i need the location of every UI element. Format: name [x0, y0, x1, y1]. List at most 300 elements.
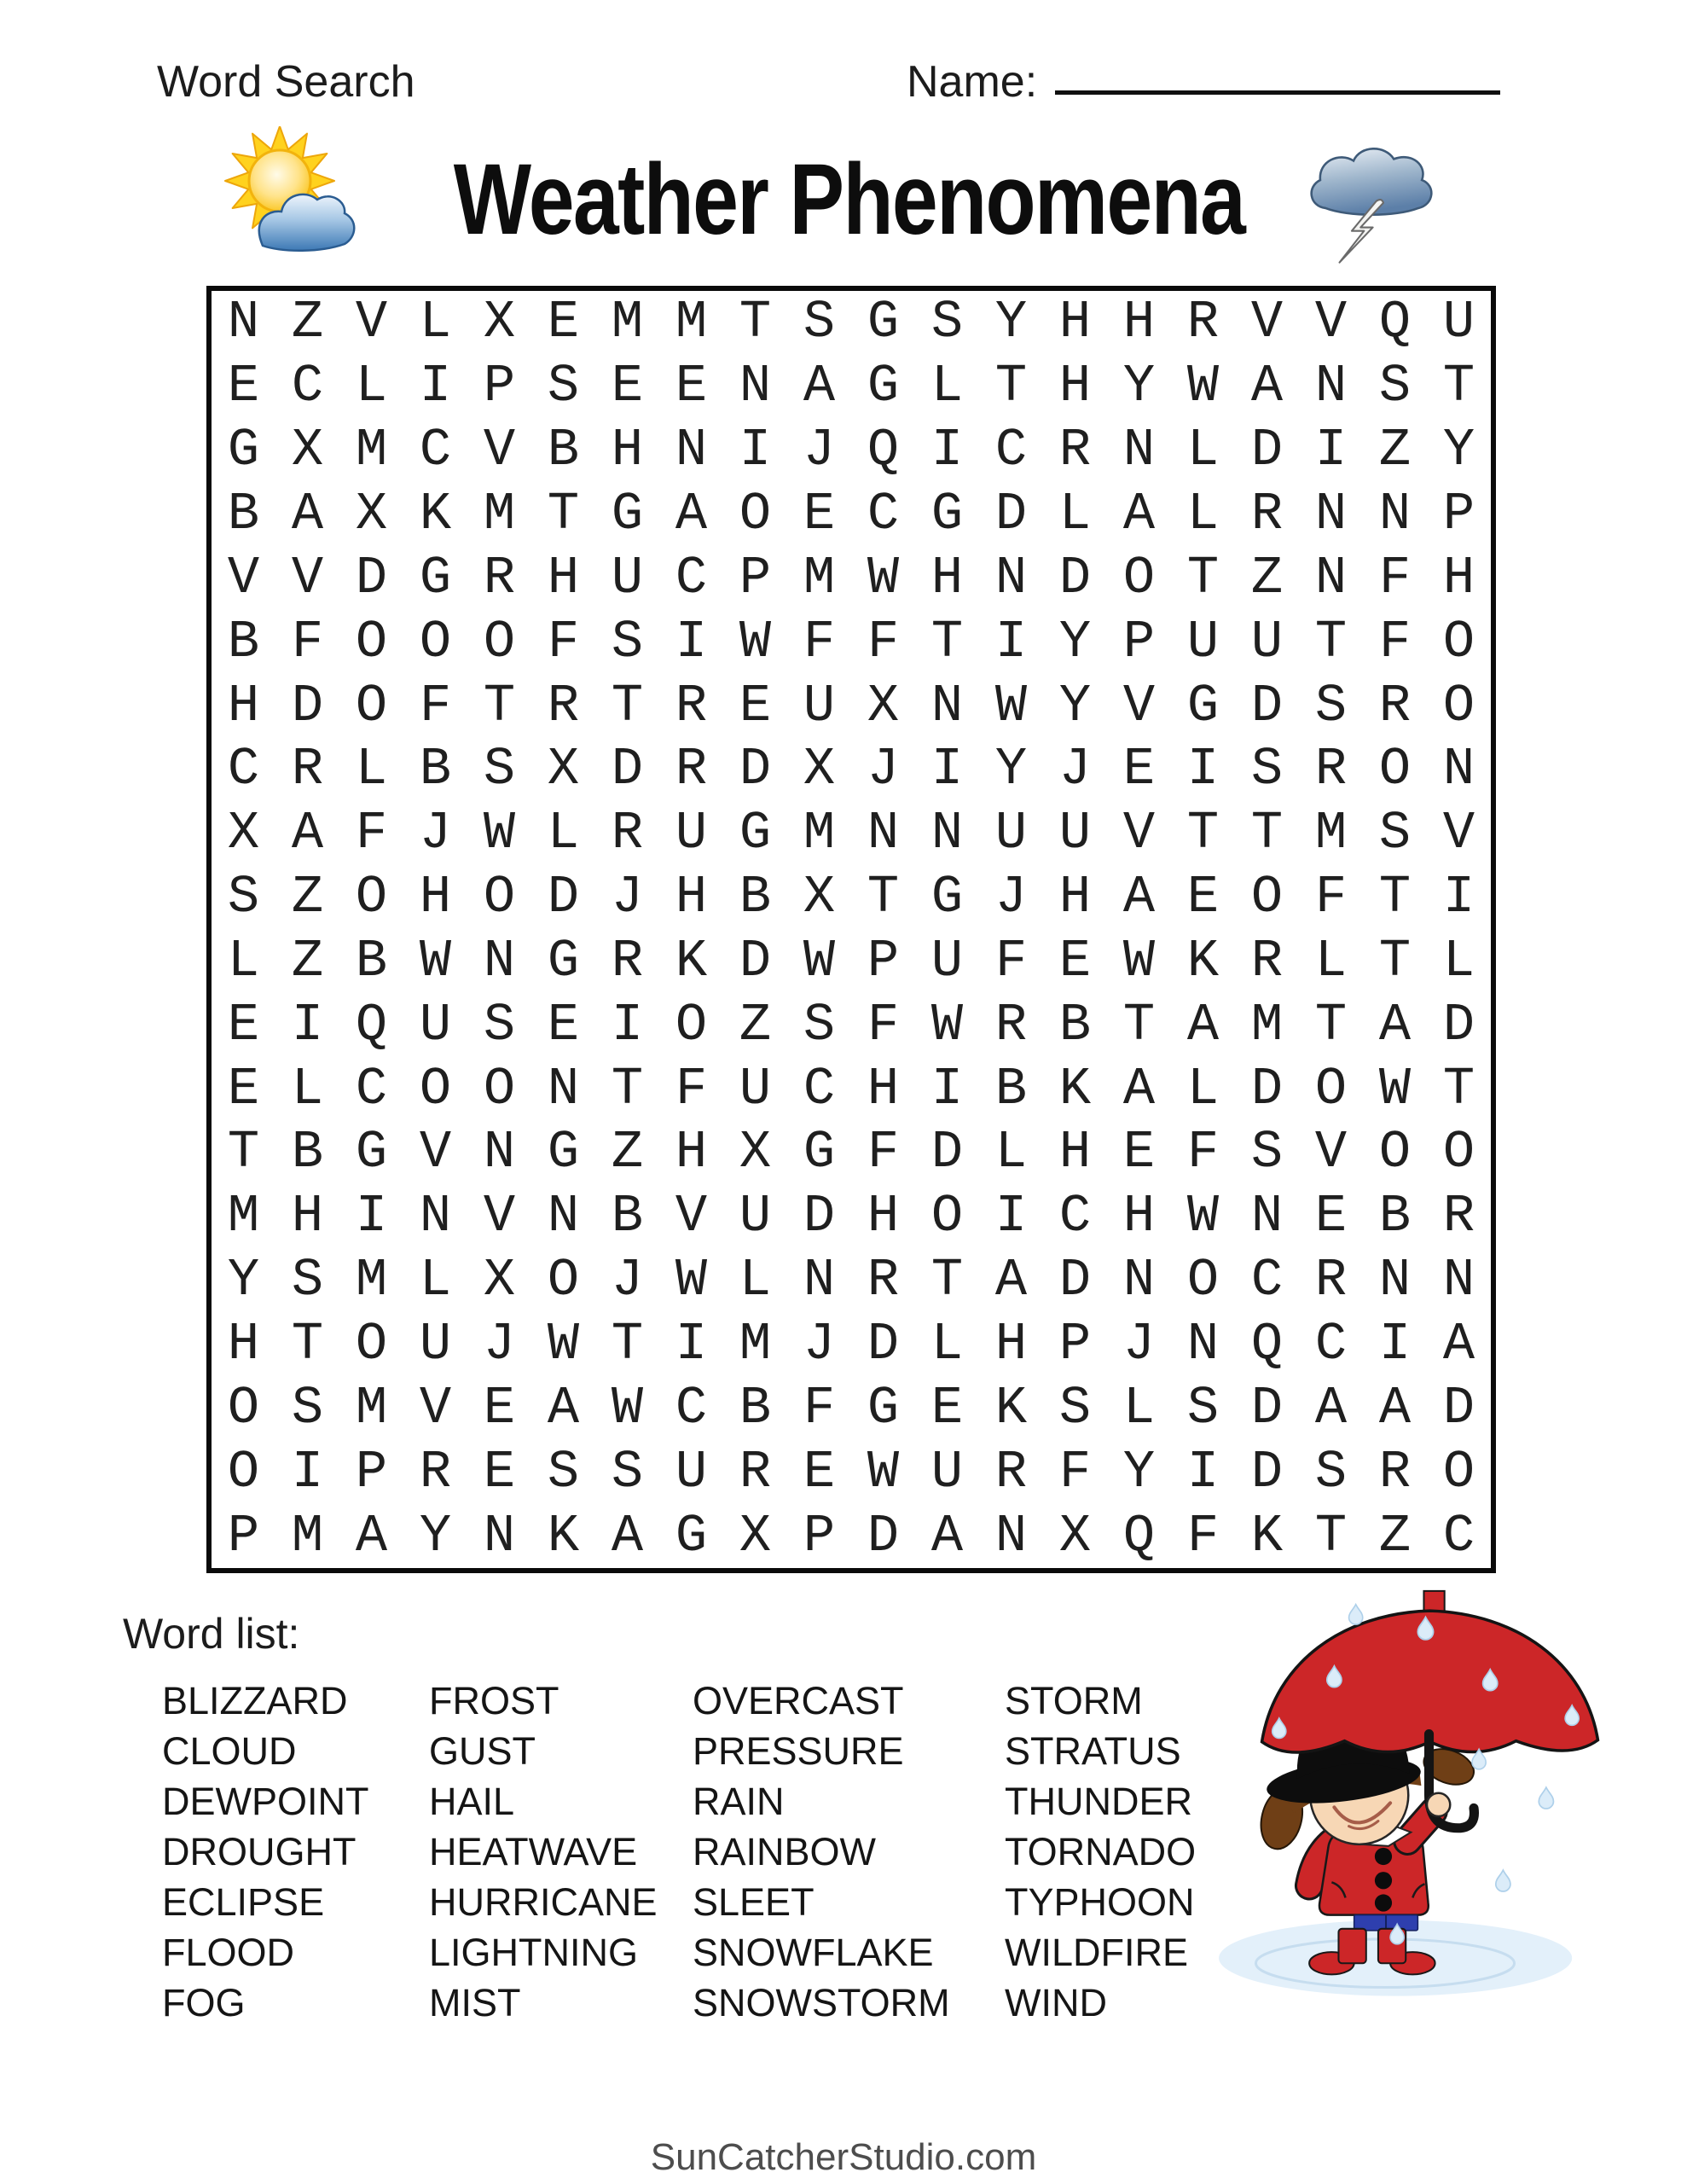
- grid-letter: A: [675, 483, 708, 544]
- grid-letter: G: [930, 483, 964, 544]
- word-item: FOG: [162, 1981, 246, 2024]
- grid-letter: H: [867, 1058, 900, 1119]
- grid-letter: V: [227, 547, 260, 608]
- grid-letter: L: [1122, 1377, 1156, 1438]
- grid-letter: P: [355, 1441, 388, 1502]
- grid-letter: J: [1058, 739, 1092, 800]
- grid-letter: W: [994, 675, 1028, 736]
- grid-letter: G: [675, 1505, 708, 1566]
- word-item: HEATWAVE: [429, 1830, 638, 1873]
- grid-letter: M: [803, 803, 836, 864]
- word-item: CLOUD: [162, 1729, 297, 1773]
- word-item: WILDFIRE: [1005, 1931, 1189, 1974]
- grid-letter: F: [1378, 611, 1412, 672]
- grid-letter: X: [483, 1250, 516, 1311]
- grid-letter: Y: [1122, 356, 1156, 417]
- grid-letter: O: [930, 1186, 964, 1247]
- grid-letter: H: [867, 1186, 900, 1247]
- grid-letter: F: [1314, 867, 1348, 928]
- grid-letter: A: [547, 1377, 580, 1438]
- grid-letter: L: [1186, 483, 1220, 544]
- grid-letter: U: [930, 1441, 964, 1502]
- grid-letter: O: [1442, 1441, 1475, 1502]
- grid-letter: O: [1314, 1058, 1348, 1119]
- grid-letter: A: [1314, 1377, 1348, 1438]
- grid-letter: F: [1378, 547, 1412, 608]
- grid-letter: B: [611, 1186, 644, 1247]
- grid-letter: H: [1058, 356, 1092, 417]
- grid-letter: O: [547, 1250, 580, 1311]
- grid-letter: B: [1378, 1186, 1412, 1247]
- grid-letter: E: [803, 483, 836, 544]
- grid-letter: D: [994, 483, 1028, 544]
- grid-letter: T: [1186, 547, 1220, 608]
- grid-letter: C: [994, 420, 1028, 481]
- grid-letter: O: [355, 1314, 388, 1375]
- grid-letter: H: [1058, 867, 1092, 928]
- grid-letter: A: [355, 1505, 388, 1566]
- grid-letter: I: [930, 1058, 964, 1119]
- grid-letter: M: [611, 292, 644, 353]
- grid-letter: N: [547, 1186, 580, 1247]
- grid-letter: S: [227, 867, 260, 928]
- grid-letter: F: [867, 611, 900, 672]
- grid-letter: C: [803, 1058, 836, 1119]
- grid-letter: D: [1250, 1058, 1284, 1119]
- word-list-column: [693, 1676, 950, 2028]
- grid-letter: T: [930, 1250, 964, 1311]
- coat-button: [1375, 1872, 1392, 1889]
- grid-letter: S: [547, 1441, 580, 1502]
- grid-letter: T: [1314, 994, 1348, 1055]
- grid-letter: R: [1378, 675, 1412, 736]
- grid-letter: H: [419, 867, 452, 928]
- grid-letter: N: [419, 1186, 452, 1247]
- grid-letter: K: [419, 483, 452, 544]
- grid-letter: N: [483, 1122, 516, 1183]
- grid-letter: O: [739, 483, 772, 544]
- grid-letter: A: [930, 1505, 964, 1566]
- grid-letter: V: [1442, 803, 1475, 864]
- word-item: FLOOD: [162, 1931, 295, 1974]
- grid-letter: T: [227, 1122, 260, 1183]
- grid-letter: J: [419, 803, 452, 864]
- grid-letter: F: [547, 611, 580, 672]
- grid-letter: I: [355, 1186, 388, 1247]
- grid-letter: C: [1058, 1186, 1092, 1247]
- grid-letter: Y: [994, 739, 1028, 800]
- grid-letter: C: [1442, 1505, 1475, 1566]
- word-list-column: [1005, 1676, 1196, 2028]
- grid-letter: M: [355, 420, 388, 481]
- grid-letter: M: [227, 1186, 260, 1247]
- grid-letter: H: [1442, 547, 1475, 608]
- grid-letter: E: [227, 1058, 260, 1119]
- boot-left: [1338, 1929, 1365, 1963]
- grid-letter: H: [994, 1314, 1028, 1375]
- word-item: STORM: [1005, 1679, 1143, 1722]
- grid-letter: R: [867, 1250, 900, 1311]
- grid-letter: V: [1250, 292, 1284, 353]
- grid-letter: D: [803, 1186, 836, 1247]
- grid-letter: B: [355, 930, 388, 991]
- grid-letter: I: [1442, 867, 1475, 928]
- grid-letter: A: [1122, 1058, 1156, 1119]
- grid-letter: O: [227, 1377, 260, 1438]
- grid-letter: X: [355, 483, 388, 544]
- grid-letter: I: [994, 1186, 1028, 1247]
- grid-letter: H: [1058, 292, 1092, 353]
- grid-letter: L: [1058, 483, 1092, 544]
- grid-letter: T: [1314, 611, 1348, 672]
- grid-letter: T: [1442, 356, 1475, 417]
- grid-letter: V: [291, 547, 324, 608]
- grid-letter: O: [483, 611, 516, 672]
- grid-letter: T: [611, 675, 644, 736]
- grid-letter: R: [419, 1441, 452, 1502]
- grid-letter: B: [739, 1377, 772, 1438]
- word-list-label: Word list:: [123, 1610, 300, 1658]
- grid-letter: N: [483, 1505, 516, 1566]
- grid-letter: S: [547, 356, 580, 417]
- grid-letter: N: [739, 356, 772, 417]
- grid-letter: T: [547, 483, 580, 544]
- grid-letter: U: [1442, 292, 1475, 353]
- page-title: Weather Phenomena: [453, 143, 1245, 256]
- grid-letter: T: [1442, 1058, 1475, 1119]
- name-label: Name:: [907, 57, 1038, 107]
- grid-letter: U: [675, 1441, 708, 1502]
- grid-letter: X: [291, 420, 324, 481]
- grid-letter: L: [227, 930, 260, 991]
- word-item: SLEET: [693, 1880, 815, 1924]
- grid-letter: G: [803, 1122, 836, 1183]
- grid-letter: D: [739, 930, 772, 991]
- grid-letter: H: [1122, 1186, 1156, 1247]
- grid-letter: W: [675, 1250, 708, 1311]
- grid-letter: A: [1442, 1314, 1475, 1375]
- grid-letter: K: [675, 930, 708, 991]
- grid-letter: Y: [994, 292, 1028, 353]
- grid-letter: A: [1378, 994, 1412, 1055]
- grid-letter: O: [1378, 1122, 1412, 1183]
- grid-letter: Z: [1378, 1505, 1412, 1566]
- grid-letter: E: [930, 1377, 964, 1438]
- grid-letter: W: [1122, 930, 1156, 991]
- grid-letter: H: [675, 1122, 708, 1183]
- grid-letter: Y: [1122, 1441, 1156, 1502]
- grid-letter: F: [1058, 1441, 1092, 1502]
- grid-letter: L: [355, 356, 388, 417]
- grid-letter: T: [1314, 1505, 1348, 1566]
- grid-letter: O: [1186, 1250, 1220, 1311]
- grid-letter: V: [1314, 1122, 1348, 1183]
- grid-letter: M: [483, 483, 516, 544]
- grid-letter: I: [675, 1314, 708, 1375]
- grid-letter: M: [355, 1377, 388, 1438]
- grid-letter: Y: [1058, 675, 1092, 736]
- grid-letter: D: [1250, 420, 1284, 481]
- grid-letter: P: [483, 356, 516, 417]
- grid-letter: A: [291, 803, 324, 864]
- grid-letter: S: [291, 1250, 324, 1311]
- sun-behind-cloud-icon: [210, 126, 362, 264]
- word-item: GUST: [429, 1729, 536, 1773]
- grid-letter: S: [611, 611, 644, 672]
- grid-letter: T: [930, 611, 964, 672]
- word-item: PRESSURE: [693, 1729, 904, 1773]
- grid-letter: L: [1186, 420, 1220, 481]
- grid-letter: S: [291, 1377, 324, 1438]
- grid-letter: N: [1250, 1186, 1284, 1247]
- grid-letter: E: [739, 675, 772, 736]
- grid-letter: X: [547, 739, 580, 800]
- grid-letter: I: [994, 611, 1028, 672]
- grid-letter: E: [1122, 739, 1156, 800]
- grid-letter: O: [1442, 611, 1475, 672]
- grid-letter: R: [994, 994, 1028, 1055]
- word-item: BLIZZARD: [162, 1679, 348, 1722]
- word-item: RAIN: [693, 1780, 785, 1823]
- grid-letter: S: [1378, 356, 1412, 417]
- word-item: HURRICANE: [429, 1880, 658, 1924]
- grid-letter: H: [227, 1314, 260, 1375]
- grid-letter: Q: [867, 420, 900, 481]
- grid-letter: T: [611, 1314, 644, 1375]
- grid-letter: Z: [611, 1122, 644, 1183]
- grid-letter: J: [611, 867, 644, 928]
- grid-letter: M: [1314, 803, 1348, 864]
- grid-letter: K: [1186, 930, 1220, 991]
- grid-letter: U: [803, 675, 836, 736]
- grid-letter: P: [1058, 1314, 1092, 1375]
- grid-letter: O: [1250, 867, 1284, 928]
- grid-letter: H: [930, 547, 964, 608]
- grid-letter: Z: [739, 994, 772, 1055]
- grid-letter: J: [1122, 1314, 1156, 1375]
- grid-letter: P: [803, 1505, 836, 1566]
- grid-letter: E: [227, 356, 260, 417]
- grid-letter: T: [739, 292, 772, 353]
- grid-letter: O: [483, 867, 516, 928]
- grid-letter: U: [1186, 611, 1220, 672]
- grid-letter: A: [994, 1250, 1028, 1311]
- grid-letter: B: [227, 611, 260, 672]
- grid-letter: K: [994, 1377, 1028, 1438]
- grid-letter: P: [867, 930, 900, 991]
- grid-letter: L: [739, 1250, 772, 1311]
- grid-letter: W: [419, 930, 452, 991]
- grid-letter: L: [547, 803, 580, 864]
- grid-letter: T: [1122, 994, 1156, 1055]
- grid-letter: J: [803, 420, 836, 481]
- grid-letter: I: [675, 611, 708, 672]
- grid-letter: W: [930, 994, 964, 1055]
- grid-letter: E: [1058, 930, 1092, 991]
- grid-letter: C: [419, 420, 452, 481]
- grid-letter: V: [1122, 803, 1156, 864]
- grid-letter: D: [1250, 1377, 1284, 1438]
- grid-letter: V: [419, 1377, 452, 1438]
- grid-letter: N: [1378, 483, 1412, 544]
- grid-letter: S: [611, 1441, 644, 1502]
- grid-letter: I: [1186, 739, 1220, 800]
- grid-letter: A: [1186, 994, 1220, 1055]
- word-item: LIGHTNING: [429, 1931, 639, 1974]
- grid-letter: I: [291, 1441, 324, 1502]
- grid-letter: S: [483, 739, 516, 800]
- grid-letter: T: [867, 867, 900, 928]
- grid-letter: M: [355, 1250, 388, 1311]
- grid-letter: G: [739, 803, 772, 864]
- grid-letter: D: [867, 1505, 900, 1566]
- grid-letter: L: [930, 1314, 964, 1375]
- grid-letter: V: [1122, 675, 1156, 736]
- grid-letter: C: [1250, 1250, 1284, 1311]
- grid-letter: C: [675, 547, 708, 608]
- grid-letter: F: [355, 803, 388, 864]
- grid-letter: D: [1250, 1441, 1284, 1502]
- grid-letter: S: [930, 292, 964, 353]
- grid-letter: L: [291, 1058, 324, 1119]
- grid-letter: Q: [355, 994, 388, 1055]
- grid-letter: G: [867, 1377, 900, 1438]
- girl-with-red-umbrella-illustration: [1213, 1581, 1644, 2135]
- grid-letter: T: [1250, 803, 1284, 864]
- grid-letter: D: [1058, 1250, 1092, 1311]
- grid-letter: N: [1378, 1250, 1412, 1311]
- grid-letter: R: [1250, 930, 1284, 991]
- grid-letter: G: [867, 292, 900, 353]
- grid-letter: A: [611, 1505, 644, 1566]
- grid-letter: O: [483, 1058, 516, 1119]
- grid-letter: H: [611, 420, 644, 481]
- grid-letter: R: [1186, 292, 1220, 353]
- grid-letter: Q: [1378, 292, 1412, 353]
- grid-letter: E: [1186, 867, 1220, 928]
- grid-letter: R: [611, 930, 644, 991]
- word-list-column: [162, 1676, 369, 2028]
- grid-letter: T: [291, 1314, 324, 1375]
- grid-letter: L: [355, 739, 388, 800]
- grid-letter: M: [803, 547, 836, 608]
- grid-letter: W: [611, 1377, 644, 1438]
- grid-letter: J: [994, 867, 1028, 928]
- grid-letter: B: [291, 1122, 324, 1183]
- grid-letter: D: [355, 547, 388, 608]
- site-credit: SunCatcherStudio.com: [650, 2136, 1037, 2178]
- grid-letter: S: [803, 292, 836, 353]
- word-item: WIND: [1005, 1981, 1107, 2024]
- grid-letter: S: [1058, 1377, 1092, 1438]
- grid-letter: E: [1314, 1186, 1348, 1247]
- page-title-wrap: [367, 142, 1288, 258]
- grid-letter: N: [1186, 1314, 1220, 1375]
- grid-letter: Z: [1378, 420, 1412, 481]
- grid-letter: X: [803, 739, 836, 800]
- grid-letter: E: [611, 356, 644, 417]
- grid-letter: P: [227, 1505, 260, 1566]
- hand: [1427, 1793, 1450, 1816]
- grid-letter: N: [1314, 547, 1348, 608]
- grid-letter: R: [1314, 739, 1348, 800]
- grid-letter: N: [994, 1505, 1028, 1566]
- grid-letter: N: [1314, 483, 1348, 544]
- grid-letter: K: [1058, 1058, 1092, 1119]
- word-item: MIST: [429, 1981, 521, 2024]
- grid-letter: T: [1186, 803, 1220, 864]
- grid-letter: U: [675, 803, 708, 864]
- grid-letter: U: [739, 1058, 772, 1119]
- grid-letter: G: [547, 1122, 580, 1183]
- grid-letter: N: [1442, 739, 1475, 800]
- grid-letter: B: [227, 483, 260, 544]
- grid-letter: S: [803, 994, 836, 1055]
- grid-letter: W: [1186, 356, 1220, 417]
- word-item: STRATUS: [1005, 1729, 1181, 1773]
- grid-letter: F: [994, 930, 1028, 991]
- grid-letter: W: [867, 1441, 900, 1502]
- grid-letter: W: [1186, 1186, 1220, 1247]
- grid-letter: D: [1058, 547, 1092, 608]
- grid-letter: N: [227, 292, 260, 353]
- grid-letter: H: [1058, 1122, 1092, 1183]
- grid-letter: C: [675, 1377, 708, 1438]
- word-search-grid: [206, 286, 1496, 1573]
- grid-letter: O: [419, 611, 452, 672]
- grid-letter: A: [1378, 1377, 1412, 1438]
- grid-letter: N: [1122, 1250, 1156, 1311]
- grid-letter: W: [483, 803, 516, 864]
- grid-letter: I: [419, 356, 452, 417]
- grid-letter: V: [355, 292, 388, 353]
- grid-letter: I: [1378, 1314, 1412, 1375]
- grid-letter: O: [355, 867, 388, 928]
- grid-letter: R: [1058, 420, 1092, 481]
- grid-letter: V: [419, 1122, 452, 1183]
- grid-letter: M: [739, 1314, 772, 1375]
- grid-letter: E: [803, 1441, 836, 1502]
- grid-letter: F: [291, 611, 324, 672]
- grid-letter: J: [611, 1250, 644, 1311]
- grid-letter: X: [1058, 1505, 1092, 1566]
- grid-letter: L: [419, 292, 452, 353]
- grid-letter: H: [227, 675, 260, 736]
- grid-letter: N: [994, 547, 1028, 608]
- grid-letter: R: [1314, 1250, 1348, 1311]
- grid-letter: I: [1314, 420, 1348, 481]
- grid-letter: I: [739, 420, 772, 481]
- grid-letter: T: [1378, 867, 1412, 928]
- grid-letter: M: [675, 292, 708, 353]
- grid-letter: I: [291, 994, 324, 1055]
- grid-letter: D: [867, 1314, 900, 1375]
- grid-letter: R: [739, 1441, 772, 1502]
- grid-letter: U: [611, 547, 644, 608]
- grid-letter: G: [1186, 675, 1220, 736]
- storm-cloud-shape: [1312, 148, 1432, 214]
- grid-letter: J: [803, 1314, 836, 1375]
- grid-letter: R: [547, 675, 580, 736]
- grid-letter: S: [1250, 739, 1284, 800]
- grid-letter: B: [739, 867, 772, 928]
- grid-letter: B: [547, 420, 580, 481]
- grid-letter: V: [483, 1186, 516, 1247]
- grid-letter: Y: [419, 1505, 452, 1566]
- grid-letter: R: [1250, 483, 1284, 544]
- grid-letter: X: [803, 867, 836, 928]
- grid-letter: N: [547, 1058, 580, 1119]
